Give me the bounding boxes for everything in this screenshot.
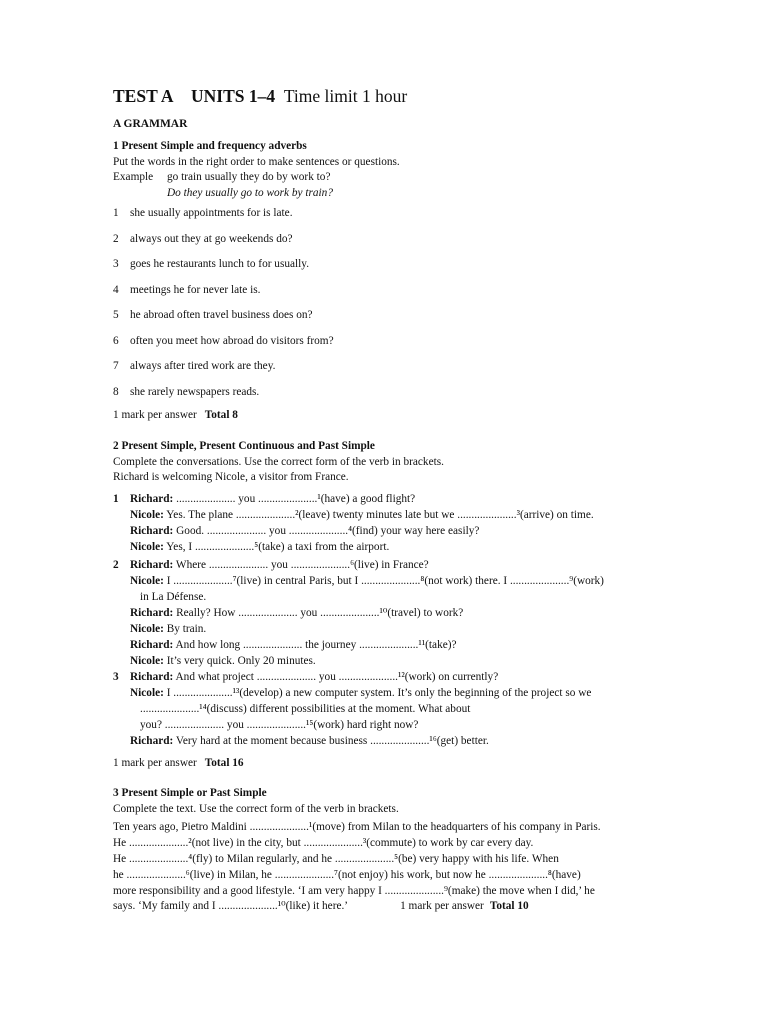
list-item: 1 she usually appointments for is late.	[113, 207, 293, 219]
test-title	[113, 86, 408, 106]
text-line: he .....................⁶(live) in Milan, he .....................⁷(not enjoy) his work, but now he .....................⁸(have)	[113, 868, 581, 881]
part1-mark: 1 mark per answer Total 8	[113, 409, 238, 421]
text-line: He .....................²(not live) in the city, but .....................³(commute) to work by car every day.	[113, 836, 534, 849]
list-item: 5 he abroad often travel business does on?	[113, 309, 313, 321]
part3-section	[113, 786, 653, 817]
dialogue-line: Richard: And how long ..................... the journey .....................¹¹(take)?	[130, 639, 457, 651]
part1-total: Total 8	[204, 409, 238, 421]
part1-heading: 1 Present Simple and frequency adverbs	[113, 140, 307, 152]
dialogue-line: Richard: Where ..................... you .....................⁶(live) in France?	[130, 559, 429, 571]
list-item: 4 meetings he for never late is.	[113, 283, 261, 296]
dialogue-line: Nicole: I .....................¹³(develop) a new computer system. It’s only the beginning of the project so we	[130, 687, 592, 699]
dialogue-line: Richard: Really? How ..................... you .....................¹⁰(travel) to work?	[130, 607, 464, 619]
dialogue-line: Nicole: It’s very quick. Only 20 minutes.	[130, 655, 316, 667]
list-item: 8 she rarely newspapers reads.	[113, 385, 260, 398]
test-label: TEST A	[113, 86, 174, 106]
dialogue-line: Richard: And what project ..................... you .....................¹²(work) on currently?	[130, 671, 499, 683]
part2-section	[113, 439, 653, 486]
list-item: 3 goes he restaurants lunch to for usually.	[113, 258, 310, 270]
example-words: go train usually they do by work to?	[167, 171, 331, 184]
part3-heading: 3 Present Simple or Past Simple	[113, 787, 267, 799]
dialogue-line: Richard: Good. ..................... you .....................⁴(find) your way here easily?	[130, 525, 480, 537]
part2-total: Total 16	[204, 757, 244, 769]
time-limit: Time limit 1 hour	[283, 86, 408, 106]
conversation-number: 2	[113, 559, 119, 571]
dialogue-line: you? ..................... you .....................¹⁵(work) hard right now?	[140, 719, 419, 731]
example-answer: Do they usually go to work by train?	[167, 186, 333, 199]
text-line: Ten years ago, Pietro Maldini .....................¹(move) from Milan to the headquarters of his company in Paris.	[113, 821, 601, 833]
example-label: Example	[113, 171, 154, 184]
part1-example	[113, 170, 653, 186]
part1-items	[113, 206, 653, 410]
dialogue-line: Richard: Very hard at the moment because business .....................¹⁶(get) better.	[130, 735, 489, 747]
dialogue-line: in La Défense.	[140, 591, 207, 603]
conversation-number: 3	[113, 671, 119, 683]
part2-mark: 1 mark per answer Total 16	[113, 757, 244, 769]
dialogue-line: Nicole: Yes. The plane .....................²(leave) twenty minutes late but we .....................³(arrive) on time.	[130, 509, 594, 521]
part3-mark: 1 mark per answer Total 10	[400, 900, 529, 913]
dialogue-line: Richard: ..................... you .....................¹(have) a good flight?	[130, 493, 416, 505]
part3-instruction: Complete the text. Use the correct form of the verb in brackets.	[113, 802, 399, 815]
part3-total: Total 10	[489, 900, 529, 913]
dialogue-line: .....................¹⁴(discuss) different possibilities at the moment. What about	[140, 703, 471, 715]
list-item: 6 often you meet how abroad do visitors from?	[113, 334, 334, 347]
list-item: 2 always out they at go weekends do?	[113, 232, 293, 245]
part2-heading: 2 Present Simple, Present Continuous and Past Simple	[113, 440, 375, 452]
list-item: 7 always after tired work are they.	[113, 360, 276, 372]
text-line: more responsibility and a good lifestyle. ‘I am very happy I .....................⁹(make) the move when I did,’ he	[113, 884, 595, 897]
text-line: He .....................⁴(fly) to Milan regularly, and he .....................⁵(be) very happy with his life. When	[113, 852, 559, 865]
conversation-number: 1	[113, 493, 119, 505]
section-a-heading: A GRAMMAR	[113, 118, 188, 130]
dialogue-line: Nicole: I .....................⁷(live) in central Paris, but I .....................⁸(not work) there. I .....................⁹(work)	[130, 575, 604, 587]
dialogue-line: Nicole: Yes, I .....................⁵(take) a taxi from the airport.	[130, 541, 390, 553]
part2-context: Richard is welcoming Nicole, a visitor from France.	[113, 471, 349, 484]
text-line: says. ‘My family and I .....................¹⁰(like) it here.’ 1 mark per answer Total 10	[113, 900, 529, 913]
units-label: UNITS 1–4	[190, 86, 276, 106]
part1-instruction: Put the words in the right order to make sentences or questions.	[113, 155, 400, 168]
part2-instruction: Complete the conversations. Use the correct form of the verb in brackets.	[113, 455, 444, 468]
part1-section	[113, 139, 653, 201]
part3-text	[113, 820, 658, 915]
dialogue-line: Nicole: By train.	[130, 623, 207, 635]
